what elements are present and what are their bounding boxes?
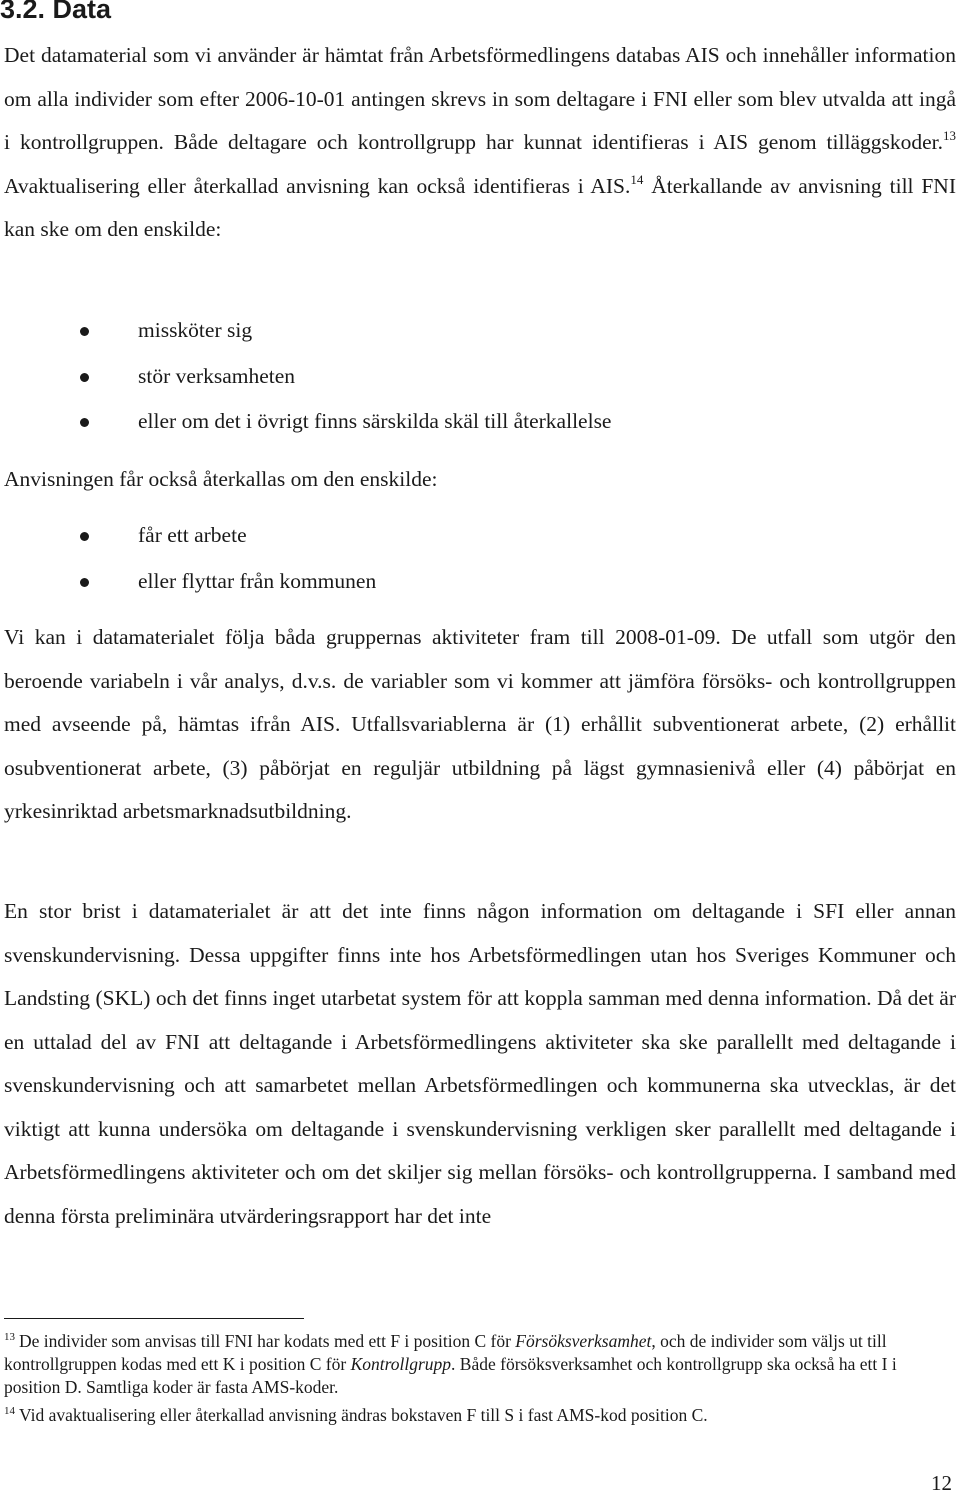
list-item bbox=[0, 399, 960, 445]
footnote-italic: Kontrollgrupp bbox=[350, 1354, 452, 1374]
footnote-ref-14[interactable]: 14 bbox=[630, 171, 644, 187]
page-number: 12 bbox=[931, 1471, 952, 1495]
paragraph-text: Återkallande av anvisning till FNI kan ske om den enskilde: bbox=[4, 173, 956, 241]
footnote-number: 14 bbox=[4, 1405, 15, 1417]
list-item-text: missköter sig bbox=[138, 318, 253, 342]
paragraph-data-source bbox=[4, 34, 956, 252]
bullet-icon bbox=[80, 373, 89, 382]
footnote-13 bbox=[4, 1330, 944, 1399]
footnote-text: , och de individer som väljs ut till kontrollgruppen kodas med ett K i position C för bbox=[4, 1331, 887, 1374]
paragraph-text: Avaktualisering eller återkallad anvisning kan också identifieras i AIS. bbox=[4, 173, 631, 198]
bullet-list-recall-conditions bbox=[0, 513, 960, 604]
footnote-text: Vid avaktualisering eller återkallad anvisning ändras bokstaven F till S i fast AMS-kod position C. bbox=[19, 1405, 708, 1425]
list-item bbox=[0, 559, 960, 605]
footnote-14 bbox=[4, 1404, 944, 1427]
footnote-italic: Försöksverksamhet bbox=[515, 1331, 652, 1351]
bullet-list-recall-reasons bbox=[0, 308, 960, 445]
footnote-text: . Både försöksverksamhet och kontrollgrupp ska också ha ett I i position D. Samtliga koder är fasta AMS-koder. bbox=[4, 1354, 897, 1397]
paragraph-outcomes: Vi kan i datamaterialet följa båda gruppernas aktiviteter fram till 2008-01-09. De utfall som utgör den beroende variabeln i vår analys, d.v.s. de variabler som vi kommer att jämföra försöks- och kontrollgruppen med avseende på, hämtas ifrån AIS. Utfallsvariablerna är (1) erhållit subventionerat arbete, (2) erhållit osubventionerat arbete, (3) påbörjat en reguljär utbildning på lägst gymnasienivå eller (4) påbörjat en yrkesinriktad arbetsmarknadsutbildning. bbox=[4, 625, 956, 823]
paragraph-limitations: En stor brist i datamaterialet är att det inte finns någon information om deltagande i SFI eller annan svenskundervisning. Dessa uppgifter finns inte hos Arbetsförmedlingen utan hos Sveriges Kommuner och Landsting (SKL) och det finns inget utarbetat system för att koppla samman med denna information. Då det är en uttalad del av FNI att deltagande i Arbetsförmedlingens aktiviteter ska ske parallellt med deltagande i svenskundervisning och att samarbetet mellan Arbetsförmedlingen och kommunerna ska utvecklas, är det viktigt att kunna undersöka om deltagande i svenskundervisning verkligen sker parallellt med deltagande i Arbetsförmedlingens aktiviteter och om det skiljer sig mellan försöks- och kontrollgrupperna. I samband med denna första preliminära utvärderingsrapport har det inte bbox=[4, 899, 956, 1228]
footnote-text: De individer som anvisas till FNI har kodats med ett F i position C för bbox=[19, 1331, 516, 1351]
bullet-icon bbox=[80, 578, 89, 587]
list-item bbox=[0, 308, 960, 354]
paragraph-text: Det datamaterial som vi använder är hämtat från Arbetsförmedlingens databas AIS och innehåller information om alla individer som efter 2006-10-01 antingen skrevs in som deltagare i FNI eller som blev utvalda att ingå i kontrollgruppen. Både deltagare och kontrollgrupp har kunnat identifieras i AIS genom tilläggskoder. bbox=[4, 43, 956, 154]
list-item-text: eller flyttar från kommunen bbox=[138, 568, 377, 593]
bullet-icon bbox=[80, 532, 89, 541]
section-heading: 3.2. Data bbox=[0, 0, 112, 24]
bullet-icon bbox=[80, 327, 89, 336]
bullet-icon bbox=[80, 418, 89, 427]
footnote-number: 13 bbox=[4, 1331, 15, 1343]
footnote-divider bbox=[4, 1318, 304, 1319]
list-item-text: eller om det i övrigt finns särskilda skäl till återkallelse bbox=[138, 409, 612, 433]
list-item bbox=[0, 513, 960, 559]
list-item bbox=[0, 354, 960, 400]
paragraph-recall: Anvisningen får också återkallas om den enskilde: bbox=[4, 467, 438, 491]
list-item-text: får ett arbete bbox=[138, 523, 247, 547]
list-item-text: stör verksamheten bbox=[138, 363, 296, 388]
footnote-ref-13[interactable]: 13 bbox=[943, 128, 956, 143]
